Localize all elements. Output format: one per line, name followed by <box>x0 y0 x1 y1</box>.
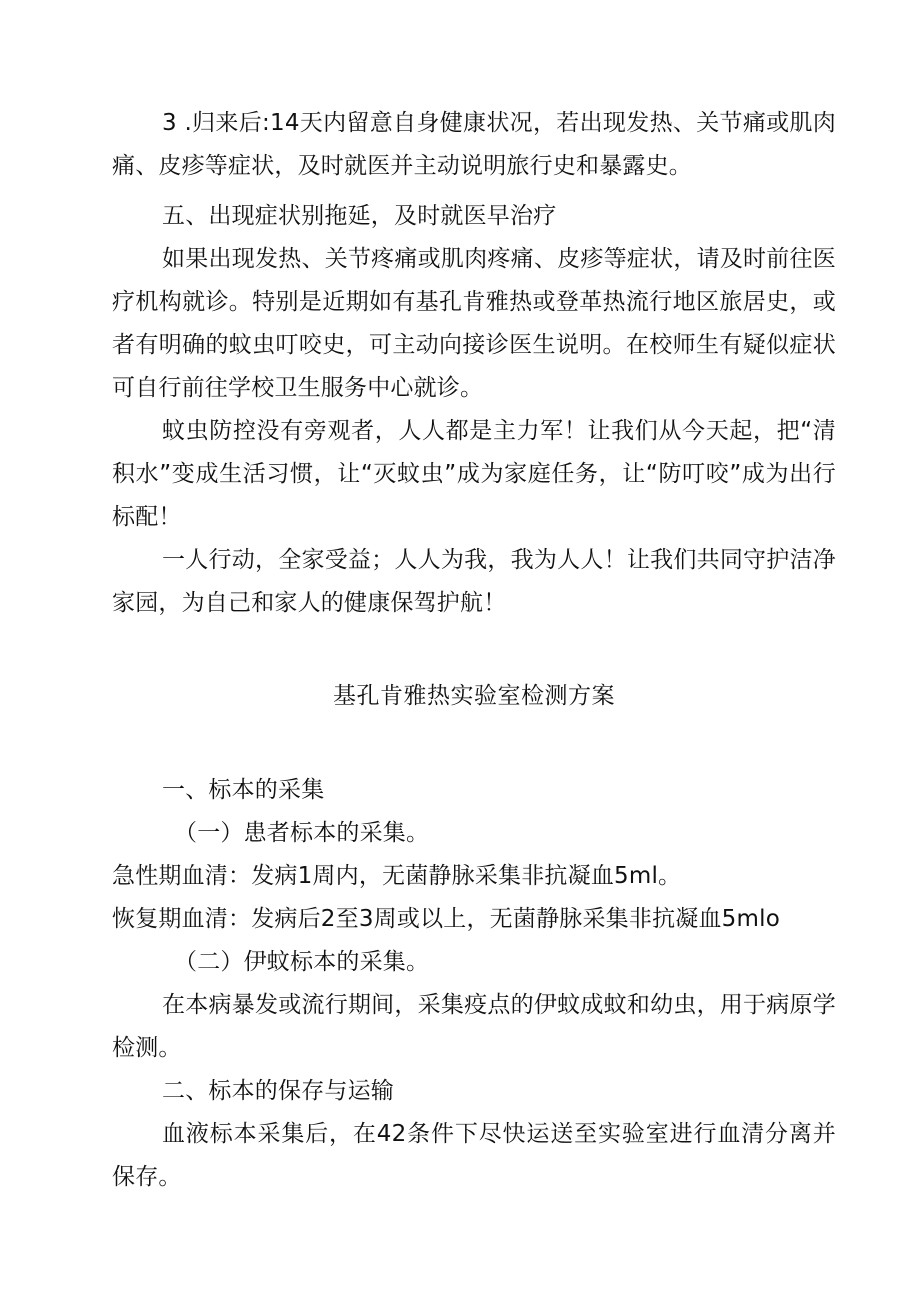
subheading-patient-specimen: （一）患者标本的采集。 <box>174 820 430 846</box>
paragraph-seek-medical-care: 如果出现发热、关节疼痛或肌肉疼痛、皮疹等症状，请及时前往医疗机构就诊。特别是近期如有基孔肯雅热或登革热流行地区旅居史，或者有明确的蚊虫叮咬史，可主动向接诊医生说明。在校师生有疑似症状可自行前往学校卫生服务中心就诊。 <box>112 246 836 401</box>
paragraph-recovery-serum: 恢复期血清：发病后2至3周或以上，无菌静脉采集非抗凝血5mlo <box>112 906 780 932</box>
paragraph-after-return: 3 .归来后:14天内留意自身健康状况，若出现发热、关节痛或肌肉痛、皮疹等症状，及时就医并主动说明旅行史和暴露史。 <box>112 110 836 179</box>
page-title: 基孔肯雅热实验室检测方案 <box>333 683 615 709</box>
heading-specimen-collection: 一、标本的采集 <box>162 777 325 803</box>
paragraph-blood-storage: 血液标本采集后，在42条件下尽快运送至实验室进行血清分离并保存。 <box>112 1121 836 1190</box>
subheading-mosquito-specimen: （二）伊蚊标本的采集。 <box>174 949 430 975</box>
paragraph-everyone-act: 一人行动，全家受益；人人为我，我为人人！让我们共同守护洁净家园，为自己和家人的健康保驾护航！ <box>112 547 836 616</box>
paragraph-mosquito-control: 蚊虫防控没有旁观者，人人都是主力军！让我们从今天起，把“清积水”变成生活习惯，让“灭蚊虫”成为家庭任务，让“防叮咬”成为出行标配！ <box>112 418 836 530</box>
paragraph-mosquito-collection: 在本病暴发或流行期间，采集疫点的伊蚊成蚊和幼虫，用于病原学检测。 <box>112 992 836 1061</box>
heading-storage-transport: 二、标本的保存与运输 <box>162 1078 394 1104</box>
paragraph-acute-serum: 急性期血清：发病1周内，无菌静脉采集非抗凝血5ml。 <box>112 863 682 889</box>
heading-section-five: 五、出现症状别拖延，及时就医早治疗 <box>162 203 557 229</box>
